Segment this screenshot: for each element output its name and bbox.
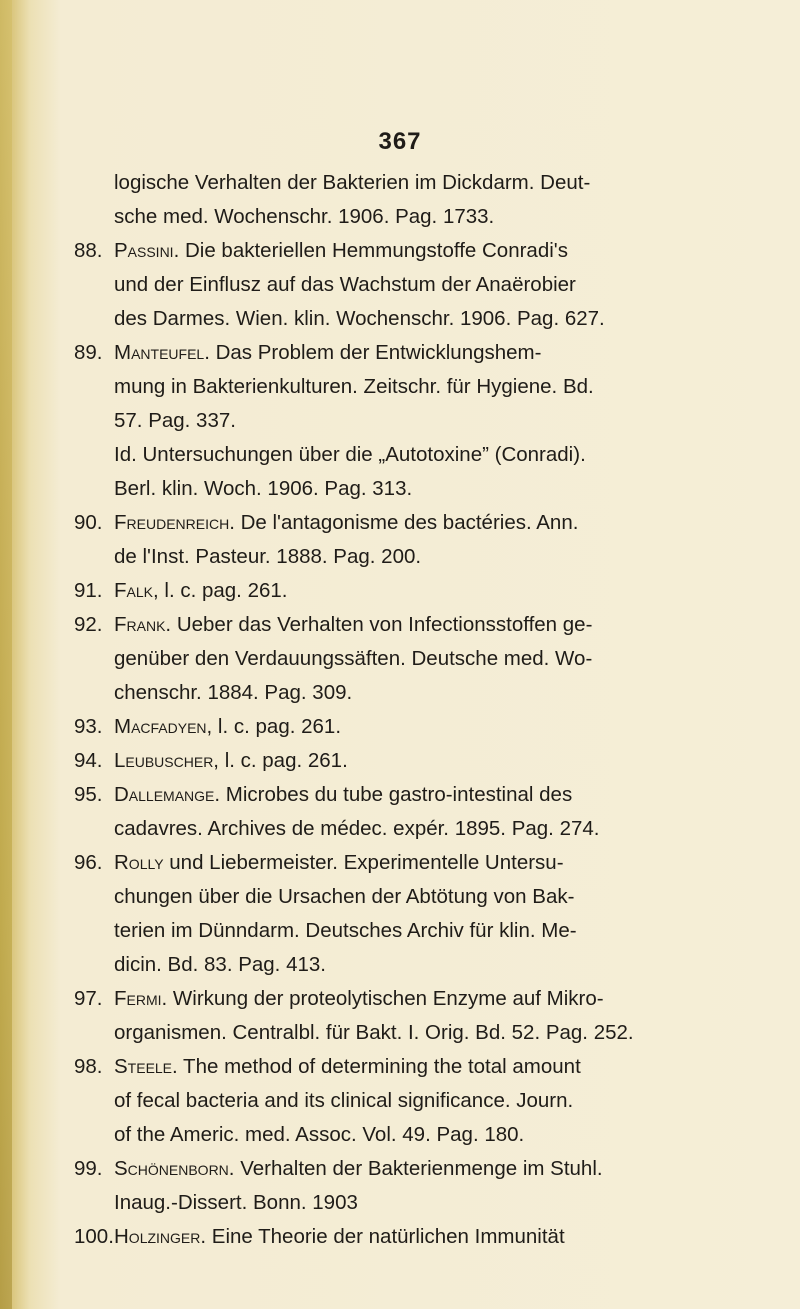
reference-body: Berl. klin. Woch. 1906. Pag. 313. (114, 477, 413, 500)
reference-text (114, 1220, 565, 1254)
reference-line (74, 1186, 704, 1220)
reference-body: cadavres. Archives de médec. expér. 1895. Pag. 274. (114, 817, 600, 840)
reference-text (114, 948, 326, 982)
reference-text (114, 166, 590, 200)
reference-text (114, 676, 352, 710)
reference-author: Rolly (114, 851, 164, 874)
reference-number: 92. (74, 613, 103, 636)
reference-body: und Liebermeister. Experimentelle Untersu- (163, 851, 564, 874)
reference-text (114, 982, 604, 1016)
reference-body: des Darmes. Wien. klin. Wochenschr. 1906. Pag. 627. (114, 307, 605, 330)
reference-author: Macfadyen, (114, 715, 213, 738)
reference-number: 95. (74, 783, 103, 806)
reference-text (114, 404, 236, 438)
reference-text (114, 1050, 581, 1084)
reference-body: logische Verhalten der Bakterien im Dickdarm. Deut- (114, 171, 591, 194)
reference-text (114, 472, 412, 506)
reference-text (114, 1152, 603, 1186)
reference-line (74, 336, 704, 370)
reference-body: The method of determining the total amount (177, 1055, 581, 1078)
reference-author: Steele. (114, 1055, 178, 1078)
reference-line (74, 948, 704, 982)
reference-text (114, 370, 594, 404)
reference-number: 91. (74, 579, 103, 602)
reference-number: 94. (74, 749, 103, 772)
reference-number: 98. (74, 1055, 103, 1078)
reference-text (114, 506, 578, 540)
reference-line (74, 1050, 704, 1084)
reference-body: l. c. pag. 261. (219, 749, 348, 772)
reference-line (74, 1152, 704, 1186)
reference-line (74, 982, 704, 1016)
reference-body: und der Einflusz auf das Wachstum der Anaërobier (114, 273, 576, 296)
reference-number: 90. (74, 511, 103, 534)
reference-line (74, 234, 704, 268)
reference-text (114, 540, 421, 574)
reference-line (74, 404, 704, 438)
reference-body: l. c. pag. 261. (158, 579, 288, 602)
reference-author: Leubuscher, (114, 749, 219, 772)
reference-line (74, 200, 704, 234)
reference-line (74, 812, 704, 846)
reference-text (114, 642, 592, 676)
reference-body: terien im Dünndarm. Deutsches Archiv für klin. Me- (114, 919, 577, 942)
reference-body: organismen. Centralbl. für Bakt. I. Orig. Bd. 52. Pag. 252. (114, 1021, 634, 1044)
reference-number: 97. (74, 987, 103, 1010)
reference-body: mung in Bakterienkulturen. Zeitschr. für Hygiene. Bd. (114, 375, 594, 398)
reference-body: De l'antagonisme des bactéries. Ann. (234, 511, 579, 534)
reference-author: Frank. (114, 613, 172, 636)
bibliography-list (74, 166, 704, 1254)
reference-text (114, 880, 574, 914)
reference-body: dicin. Bd. 83. Pag. 413. (114, 953, 326, 976)
reference-line (74, 166, 704, 200)
reference-number: 88. (74, 239, 103, 262)
reference-body: 57. Pag. 337. (114, 409, 236, 432)
reference-text (114, 574, 287, 608)
reference-line (74, 1118, 704, 1152)
reference-line (74, 676, 704, 710)
reference-body: de l'Inst. Pasteur. 1888. Pag. 200. (114, 545, 422, 568)
reference-text (114, 778, 572, 812)
reference-text (114, 234, 568, 268)
reference-text (114, 200, 494, 234)
reference-body: of fecal bacteria and its clinical significance. Journ. (114, 1089, 574, 1112)
reference-text (114, 1016, 634, 1050)
reference-line (74, 438, 704, 472)
reference-text (114, 1186, 358, 1220)
reference-body: Die bakteriellen Hemmungstoffe Conradi's (179, 239, 568, 262)
reference-text (114, 268, 576, 302)
reference-text (114, 710, 341, 744)
reference-number: 93. (74, 715, 103, 738)
reference-line (74, 540, 704, 574)
reference-number: 96. (74, 851, 103, 874)
reference-text (114, 1118, 524, 1152)
reference-number: 89. (74, 341, 103, 364)
reference-line (74, 1220, 704, 1254)
reference-body: Microbes du tube gastro-intestinal des (220, 783, 573, 806)
reference-line (74, 506, 704, 540)
reference-body: chenschr. 1884. Pag. 309. (114, 681, 353, 704)
reference-body: Wirkung der proteolytischen Enzyme auf Mikro- (167, 987, 604, 1010)
reference-body: Ueber das Verhalten von Infectionsstoffen ge- (171, 613, 593, 636)
reference-body: Eine Theorie der natürlichen Immunität (206, 1225, 565, 1248)
reference-text (114, 744, 348, 778)
reference-text (114, 914, 577, 948)
reference-author: Freudenreich. (114, 511, 235, 534)
reference-line (74, 370, 704, 404)
reference-text (114, 336, 541, 370)
reference-author: Schönenborn. (114, 1157, 235, 1180)
reference-body: Inaug.-Dissert. Bonn. 1903 (114, 1191, 358, 1214)
reference-body: chungen über die Ursachen der Abtötung von Bak- (114, 885, 575, 908)
reference-line (74, 574, 704, 608)
page-edge-shadow (0, 0, 12, 1309)
reference-text (114, 846, 564, 880)
reference-line (74, 302, 704, 336)
reference-body: of the Americ. med. Assoc. Vol. 49. Pag. 180. (114, 1123, 525, 1146)
reference-line (74, 846, 704, 880)
reference-text (114, 302, 605, 336)
reference-body: Verhalten der Bakterienmenge im Stuhl. (234, 1157, 603, 1180)
reference-author: Dallemange. (114, 783, 221, 806)
reference-line (74, 268, 704, 302)
reference-line (74, 778, 704, 812)
reference-text (114, 438, 586, 472)
reference-body: Id. Untersuchungen über die „Autotoxine” (Conradi). (114, 443, 586, 466)
reference-text (114, 608, 592, 642)
reference-body: l. c. pag. 261. (212, 715, 342, 738)
reference-line (74, 880, 704, 914)
reference-text (114, 812, 599, 846)
reference-author: Manteufel. (114, 341, 210, 364)
reference-number: 100. (74, 1225, 114, 1248)
reference-author: Falk, (114, 579, 159, 602)
reference-body: sche med. Wochenschr. 1906. Pag. 1733. (114, 205, 495, 228)
reference-text (114, 1084, 573, 1118)
reference-body: Das Problem der Entwicklungshem- (209, 341, 542, 364)
reference-line (74, 472, 704, 506)
reference-line (74, 1016, 704, 1050)
reference-line (74, 914, 704, 948)
reference-line (74, 642, 704, 676)
reference-number: 99. (74, 1157, 103, 1180)
reference-line (74, 744, 704, 778)
reference-line (74, 608, 704, 642)
reference-author: Holzinger. (114, 1225, 207, 1248)
reference-line (74, 1084, 704, 1118)
reference-line (74, 710, 704, 744)
reference-body: genüber den Verdauungssäften. Deutsche med. Wo- (114, 647, 593, 670)
page-number: 367 (378, 128, 422, 155)
reference-author: Passini. (114, 239, 180, 262)
reference-author: Fermi. (114, 987, 168, 1010)
